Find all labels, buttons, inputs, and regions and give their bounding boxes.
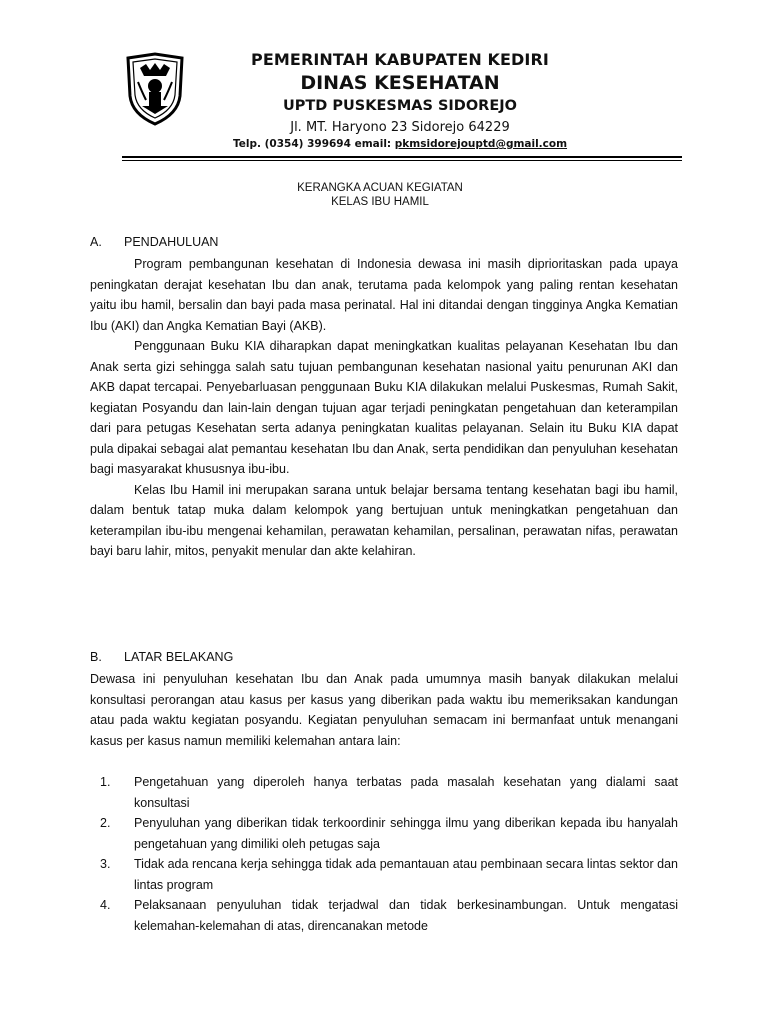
letterhead-address: Jl. MT. Haryono 23 Sidorejo 64229 [290,120,510,135]
list-item-number: 2. [100,816,111,830]
contact-phone-label: Telp. (0354) 399694 email: [232,138,395,150]
section-b-intro: Dewasa ini penyuluhan kesehatan Ibu dan Anak pada umumnya masih banyak dilakukan melalui konsultasi perorangan atau kasus per kasus yang diberikan pada waktu ibu memeriksakan kandungan atau pada waktu kegiatan posyandu. Kegiatan penyuluhan semacam ini bermanfaat untuk menangani kasus per kasus namun memiliki kelemahan antara lain: [90,672,678,748]
list-item [90,813,678,854]
kediri-coat-of-arms-logo [122,48,188,128]
list-item-number: 1. [100,775,111,789]
letterhead-unit: UPTD PUSKESMAS SIDOREJO [283,98,517,114]
paragraph: Program pembangunan kesehatan di Indonesia dewasa ini masih diprioritaskan pada upaya peningkatan derajat kesehatan Ibu dan anak, terutama pada kelompok yang paling rentan kesehatan yaitu ibu hamil, bersalin dan bayi pada masa perinatal. Hal ini ditandai dengan tingginya Angka Kematian Ibu (AKI) dan Angka Kematian Bayi (AKB). [90,257,678,333]
letterhead-department: DINAS KESEHATAN [300,72,500,94]
document-subtitle: KELAS IBU HAMIL [331,196,429,208]
list-item-text: Penyuluhan yang diberikan tidak terkoordinir sehingga ilmu yang diberikan kepada ibu hanyalah pengetahuan yang dimiliki oleh petugas saja [134,816,678,851]
letterhead-government: PEMERINTAH KABUPATEN KEDIRI [251,50,549,69]
list-item-number: 4. [100,898,111,912]
list-item-text: Pengetahuan yang diperoleh hanya terbatas pada masalah kesehatan yang dialami saat konsultasi [134,775,678,810]
list-item-text: Pelaksanaan penyuluhan tidak terjadwal dan tidak berkesinambungan. Untuk mengatasi kelemahan-kelemahan di atas, direncanakan metode [134,898,678,933]
section-a-number: A. [90,235,102,249]
section-a-title: PENDAHULUAN [124,235,219,249]
list-item-number: 3. [100,857,111,871]
letterhead-divider-thick [122,156,682,158]
section-b-title: LATAR BELAKANG [124,650,234,664]
weakness-list [90,772,678,936]
list-item-text: Tidak ada rencana kerja sehingga tidak ada pemantauan atau pembinaan secara lintas sektor dan lintas program [134,857,678,892]
list-item [90,854,678,895]
section-a-body [90,254,678,562]
list-item [90,895,678,936]
document-title: KERANGKA ACUAN KEGIATAN [297,182,463,194]
letterhead-contact [200,138,600,150]
section-b-number: B. [90,650,102,664]
contact-email-link[interactable]: pkmsidorejouptd@gmail.com [394,138,568,150]
section-a-heading [90,235,218,249]
section-b-heading [90,650,233,664]
paragraph: Penggunaan Buku KIA diharapkan dapat meningkatkan kualitas pelayanan Kesehatan Ibu dan Anak serta gizi sehingga salah satu tujuan pembangunan kesehatan nasional yaitu penurunan AKI dan AKB dapat tercapai. Penyebarluasan penggunaan Buku KIA dilakukan melalui Puskesmas, Rumah Sakit, kegiatan Posyandu dan lain-lain dengan tujuan agar terjadi peningkatan pengetahuan dan keterampilan dari para petugas Kesehatan serta adanya peningkatan kualitas pelayanan. Selain itu Buku KIA dapat pula dipakai sebagai alat pemantau kesehatan Ibu dan Anak, serta pendidikan dan penyuluhan kesehatan bagi masyarakat khususnya ibu-ibu. [90,339,678,476]
list-item [90,772,678,813]
paragraph: Kelas Ibu Hamil ini merupakan sarana untuk belajar bersama tentang kesehatan bagi ibu hamil, dalam bentuk tatap muka dalam kelompok yang bertujuan untuk meningkatkan pengetahuan dan keterampilan ibu-ibu mengenai kehamilan, perawatan kehamilan, persalinan, perawatan nifas, perawatan bayi baru lahir, mitos, penyakit menular dan akte kelahiran. [90,482,678,558]
letterhead-divider-thin [122,160,682,161]
